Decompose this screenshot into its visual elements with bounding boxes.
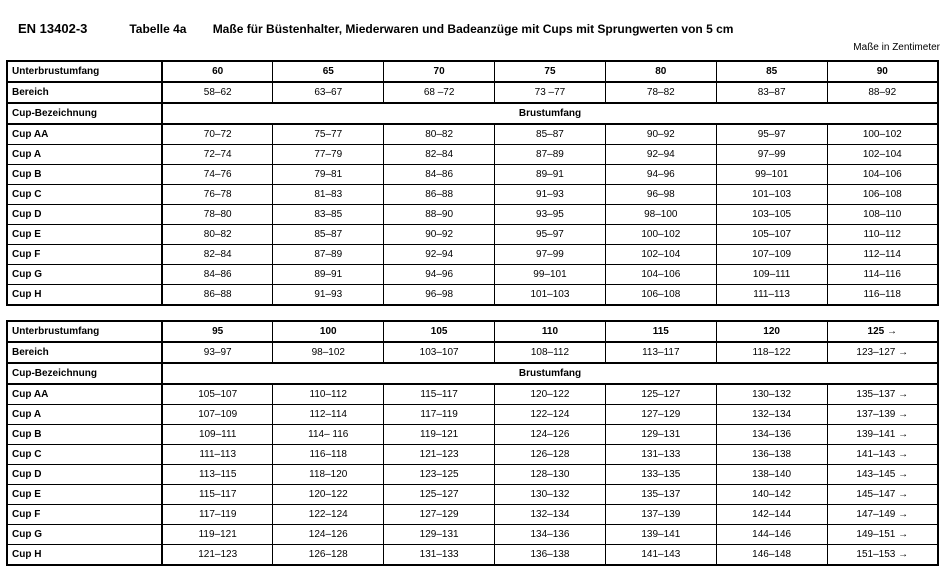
bust-cell: 145–147 →: [827, 485, 938, 505]
range-cell: 118–122: [716, 342, 827, 363]
bust-cell: 134–136: [716, 425, 827, 445]
size-cell: 60: [162, 61, 273, 82]
bust-cell: 90–92: [605, 124, 716, 145]
bust-cell: 115–117: [384, 384, 495, 405]
bust-cell: 86–88: [162, 285, 273, 306]
size-cell: 105: [384, 321, 495, 342]
bust-cell: 112–114: [827, 245, 938, 265]
range-cell: 123–127 →: [827, 342, 938, 363]
bust-cell: 104–106: [827, 165, 938, 185]
bust-cell: 85–87: [273, 225, 384, 245]
bust-cell: 100–102: [827, 124, 938, 145]
cup-label: Cup B: [7, 165, 162, 185]
unit-note: Maße in Zentimeter: [853, 42, 940, 53]
cup-label: Cup D: [7, 205, 162, 225]
bust-cell: 139–141 →: [827, 425, 938, 445]
bust-cell: 87–89: [273, 245, 384, 265]
bust-cell: 102–104: [827, 145, 938, 165]
bust-girth-label: Brustumfang: [162, 363, 938, 384]
bust-cell: 102–104: [605, 245, 716, 265]
bust-cell: 144–146: [716, 525, 827, 545]
bust-cell: 84–86: [384, 165, 495, 185]
bust-cell: 123–125: [384, 465, 495, 485]
bust-cell: 94–96: [384, 265, 495, 285]
bust-cell: 115–117: [162, 485, 273, 505]
cup-label: Cup D: [7, 465, 162, 485]
bust-cell: 131–133: [605, 445, 716, 465]
bust-cell: 130–132: [495, 485, 606, 505]
bust-cell: 124–126: [495, 425, 606, 445]
bust-cell: 80–82: [384, 124, 495, 145]
bust-cell: 131–133: [384, 545, 495, 566]
bust-cell: 95–97: [495, 225, 606, 245]
bust-cell: 135–137: [605, 485, 716, 505]
table-row: [7, 465, 938, 485]
bust-cell: 79–81: [273, 165, 384, 185]
document-header: [18, 21, 733, 36]
table-row: [7, 405, 938, 425]
bust-cell: 81–83: [273, 185, 384, 205]
cup-label: Cup A: [7, 405, 162, 425]
cup-label: Cup B: [7, 425, 162, 445]
size-cell: 120: [716, 321, 827, 342]
bust-cell: 100–102: [605, 225, 716, 245]
bust-cell: 105–107: [162, 384, 273, 405]
range-label: Bereich: [7, 342, 162, 363]
table-row: [7, 485, 938, 505]
bust-cell: 111–113: [162, 445, 273, 465]
cup-label: Cup G: [7, 525, 162, 545]
bust-cell: 114– 116: [273, 425, 384, 445]
bust-cell: 107–109: [716, 245, 827, 265]
bust-cell: 87–89: [495, 145, 606, 165]
bust-cell: 151–153 →: [827, 545, 938, 566]
cup-label: Cup H: [7, 285, 162, 306]
bust-cell: 118–120: [273, 465, 384, 485]
bust-cell: 99–101: [495, 265, 606, 285]
bust-girth-label: Brustumfang: [162, 103, 938, 124]
cup-header-row: [7, 363, 938, 384]
size-header-row: [7, 61, 938, 82]
bust-cell: 128–130: [495, 465, 606, 485]
bust-cell: 116–118: [827, 285, 938, 306]
size-cell: 90: [827, 61, 938, 82]
bust-cell: 120–122: [495, 384, 606, 405]
bust-cell: 84–86: [162, 265, 273, 285]
size-table-2: [6, 320, 939, 566]
size-header-row: [7, 321, 938, 342]
bust-cell: 112–114: [273, 405, 384, 425]
bust-cell: 80–82: [162, 225, 273, 245]
bust-cell: 122–124: [495, 405, 606, 425]
bust-cell: 126–128: [495, 445, 606, 465]
table-row: [7, 124, 938, 145]
cup-label: Cup AA: [7, 124, 162, 145]
cup-label: Cup C: [7, 445, 162, 465]
range-cell: 93–97: [162, 342, 273, 363]
bust-cell: 127–129: [384, 505, 495, 525]
table-row: [7, 545, 938, 566]
bust-cell: 137–139: [605, 505, 716, 525]
cup-label: Cup H: [7, 545, 162, 566]
bust-cell: 92–94: [384, 245, 495, 265]
size-table-1: [6, 60, 939, 306]
bust-cell: 116–118: [273, 445, 384, 465]
size-cell: 115: [605, 321, 716, 342]
bust-cell: 106–108: [827, 185, 938, 205]
range-cell: 68 –72: [384, 82, 495, 103]
bust-cell: 132–134: [495, 505, 606, 525]
bust-cell: 94–96: [605, 165, 716, 185]
bust-cell: 136–138: [716, 445, 827, 465]
range-cell: 78–82: [605, 82, 716, 103]
range-cell: 113–117: [605, 342, 716, 363]
bust-cell: 96–98: [605, 185, 716, 205]
table-row: [7, 185, 938, 205]
standard-number: EN 13402-3: [18, 21, 88, 36]
size-cell: 85: [716, 61, 827, 82]
range-cell: 88–92: [827, 82, 938, 103]
size-cell: 65: [273, 61, 384, 82]
bust-cell: 83–85: [273, 205, 384, 225]
cup-label: Cup A: [7, 145, 162, 165]
cup-header-row: [7, 103, 938, 124]
bust-cell: 109–111: [716, 265, 827, 285]
bust-cell: 76–78: [162, 185, 273, 205]
bust-cell: 103–105: [716, 205, 827, 225]
bust-cell: 114–116: [827, 265, 938, 285]
range-row: [7, 82, 938, 103]
bust-cell: 138–140: [716, 465, 827, 485]
size-cell: 80: [605, 61, 716, 82]
bust-cell: 121–123: [384, 445, 495, 465]
bust-cell: 140–142: [716, 485, 827, 505]
bust-cell: 117–119: [384, 405, 495, 425]
bust-cell: 147–149 →: [827, 505, 938, 525]
bust-cell: 117–119: [162, 505, 273, 525]
bust-cell: 143–145 →: [827, 465, 938, 485]
bust-cell: 106–108: [605, 285, 716, 306]
size-cell: 95: [162, 321, 273, 342]
bust-cell: 82–84: [162, 245, 273, 265]
bust-cell: 101–103: [495, 285, 606, 306]
bust-cell: 72–74: [162, 145, 273, 165]
bust-cell: 149–151 →: [827, 525, 938, 545]
bust-cell: 127–129: [605, 405, 716, 425]
size-cell: 100: [273, 321, 384, 342]
bust-cell: 141–143 →: [827, 445, 938, 465]
bust-cell: 86–88: [384, 185, 495, 205]
bust-cell: 126–128: [273, 545, 384, 566]
table-row: [7, 165, 938, 185]
bust-cell: 122–124: [273, 505, 384, 525]
bust-cell: 70–72: [162, 124, 273, 145]
bust-cell: 129–131: [384, 525, 495, 545]
bust-cell: 85–87: [495, 124, 606, 145]
cup-designation-label: Cup-Bezeichnung: [7, 363, 162, 384]
bust-cell: 139–141: [605, 525, 716, 545]
size-cell: 75: [495, 61, 606, 82]
table-number: Tabelle 4a: [129, 22, 187, 36]
bust-cell: 141–143: [605, 545, 716, 566]
bust-cell: 129–131: [605, 425, 716, 445]
bust-cell: 96–98: [384, 285, 495, 306]
bust-cell: 108–110: [827, 205, 938, 225]
bust-cell: 89–91: [273, 265, 384, 285]
table-row: [7, 205, 938, 225]
bust-cell: 107–109: [162, 405, 273, 425]
table-row: [7, 225, 938, 245]
bust-cell: 82–84: [384, 145, 495, 165]
range-cell: 73 –77: [495, 82, 606, 103]
bust-cell: 104–106: [605, 265, 716, 285]
bust-cell: 91–93: [273, 285, 384, 306]
bust-cell: 135–137 →: [827, 384, 938, 405]
range-cell: 98–102: [273, 342, 384, 363]
bust-cell: 136–138: [495, 545, 606, 566]
underbust-label: Unterbrustumfang: [7, 61, 162, 82]
bust-cell: 125–127: [384, 485, 495, 505]
bust-cell: 110–112: [273, 384, 384, 405]
table-title: Maße für Büstenhalter, Miederwaren und Badeanzüge mit Cups mit Sprungwerten von 5 cm: [212, 22, 734, 36]
size-cell: 125 →: [827, 321, 938, 342]
bust-cell: 134–136: [495, 525, 606, 545]
bust-cell: 93–95: [495, 205, 606, 225]
cup-label: Cup C: [7, 185, 162, 205]
bust-cell: 101–103: [716, 185, 827, 205]
cup-label: Cup F: [7, 245, 162, 265]
cup-label: Cup E: [7, 485, 162, 505]
bust-cell: 130–132: [716, 384, 827, 405]
range-row: [7, 342, 938, 363]
bust-cell: 90–92: [384, 225, 495, 245]
bust-cell: 146–148: [716, 545, 827, 566]
range-cell: 63–67: [273, 82, 384, 103]
table-row: [7, 425, 938, 445]
range-cell: 108–112: [495, 342, 606, 363]
bust-cell: 133–135: [605, 465, 716, 485]
bust-cell: 97–99: [495, 245, 606, 265]
bust-cell: 109–111: [162, 425, 273, 445]
bust-cell: 111–113: [716, 285, 827, 306]
table-row: [7, 285, 938, 306]
bust-cell: 75–77: [273, 124, 384, 145]
bust-cell: 121–123: [162, 545, 273, 566]
table-row: [7, 145, 938, 165]
bust-cell: 89–91: [495, 165, 606, 185]
range-cell: 58–62: [162, 82, 273, 103]
bust-cell: 92–94: [605, 145, 716, 165]
table-row: [7, 525, 938, 545]
bust-cell: 78–80: [162, 205, 273, 225]
underbust-label: Unterbrustumfang: [7, 321, 162, 342]
bust-cell: 120–122: [273, 485, 384, 505]
size-cell: 110: [495, 321, 606, 342]
table-row: [7, 384, 938, 405]
table-row: [7, 445, 938, 465]
table-row: [7, 245, 938, 265]
bust-cell: 105–107: [716, 225, 827, 245]
bust-cell: 132–134: [716, 405, 827, 425]
cup-designation-label: Cup-Bezeichnung: [7, 103, 162, 124]
range-label: Bereich: [7, 82, 162, 103]
bust-cell: 88–90: [384, 205, 495, 225]
bust-cell: 125–127: [605, 384, 716, 405]
bust-cell: 91–93: [495, 185, 606, 205]
cup-label: Cup AA: [7, 384, 162, 405]
bust-cell: 77–79: [273, 145, 384, 165]
table-row: [7, 265, 938, 285]
size-cell: 70: [384, 61, 495, 82]
bust-cell: 113–115: [162, 465, 273, 485]
bust-cell: 119–121: [384, 425, 495, 445]
cup-label: Cup E: [7, 225, 162, 245]
bust-cell: 110–112: [827, 225, 938, 245]
bust-cell: 74–76: [162, 165, 273, 185]
bust-cell: 98–100: [605, 205, 716, 225]
bust-cell: 99–101: [716, 165, 827, 185]
range-cell: 83–87: [716, 82, 827, 103]
bust-cell: 137–139 →: [827, 405, 938, 425]
bust-cell: 142–144: [716, 505, 827, 525]
cup-label: Cup F: [7, 505, 162, 525]
bust-cell: 119–121: [162, 525, 273, 545]
bust-cell: 124–126: [273, 525, 384, 545]
cup-label: Cup G: [7, 265, 162, 285]
table-row: [7, 505, 938, 525]
range-cell: 103–107: [384, 342, 495, 363]
bust-cell: 97–99: [716, 145, 827, 165]
bust-cell: 95–97: [716, 124, 827, 145]
